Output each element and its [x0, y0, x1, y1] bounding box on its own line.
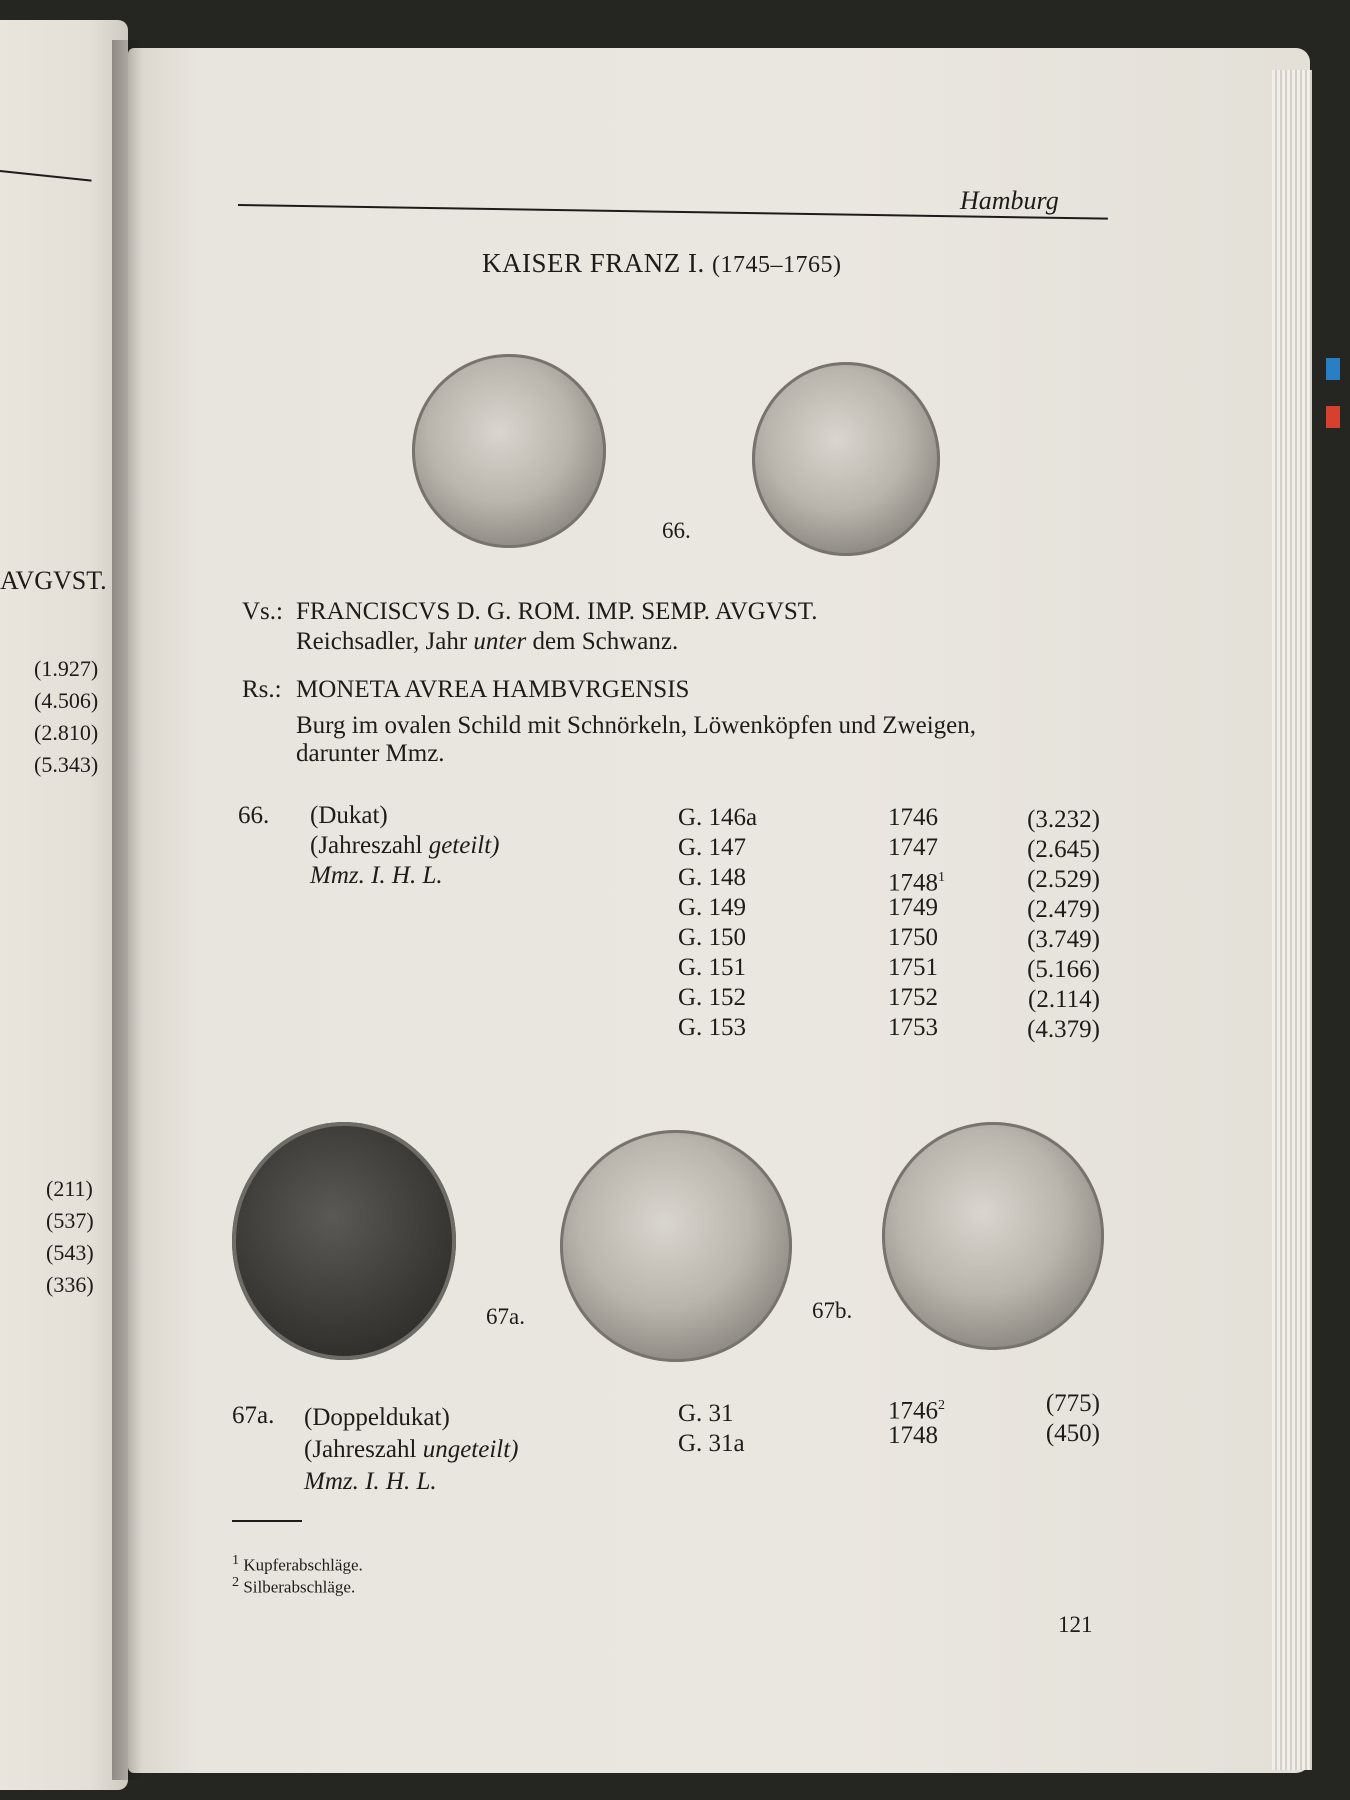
section-title	[482, 248, 842, 279]
reverse-legend: MONETA AVREA HAMBVRGENSIS	[296, 676, 690, 703]
table-cell-ref: G. 31	[678, 1400, 734, 1427]
page-number: 121	[1058, 1612, 1093, 1637]
reverse-description-line: darunter Mmz.	[296, 740, 445, 767]
footnote-rule	[232, 1520, 302, 1522]
table-cell-mintage: (5.166)	[1027, 956, 1100, 983]
left-value: (5.343)	[34, 752, 99, 777]
left-value: (336)	[46, 1272, 94, 1297]
table-cell-ref: G. 147	[678, 834, 747, 861]
table-cell-mintage: (4.379)	[1027, 1016, 1100, 1043]
title-years: (1745–1765)	[712, 252, 842, 278]
note-italic: geteilt)	[428, 832, 500, 859]
coin-66-reverse-image	[412, 354, 606, 548]
left-value: (1.927)	[34, 656, 99, 681]
note-italic: ungeteilt)	[422, 1436, 519, 1463]
table-cell-year: 1746	[888, 804, 938, 831]
reverse-description-line: Burg im ovalen Schild mit Schnörkeln, Löwenköpfen und Zweigen,	[296, 712, 976, 739]
year-text: 1748	[888, 869, 938, 897]
left-value: (211)	[46, 1176, 93, 1201]
obverse-text-italic: unter	[473, 628, 527, 655]
table-cell-ref: G. 149	[678, 894, 747, 921]
entry-denomination: (Doppeldukat)	[304, 1404, 450, 1431]
left-page-fragment: AVGVST.	[0, 566, 107, 595]
left-value: (2.810)	[34, 720, 99, 745]
table-cell-year: 1751	[888, 954, 938, 981]
coin-67b-label: 67b.	[812, 1298, 853, 1323]
table-cell-mintage: (2.114)	[1028, 986, 1100, 1013]
footnote-mark: 1	[232, 1552, 240, 1568]
table-cell-mintage: (3.749)	[1027, 926, 1100, 953]
footnote-text: Kupferabschläge.	[243, 1555, 363, 1575]
note-text: (Jahreszahl	[310, 832, 423, 859]
obverse-key: Vs.:	[242, 598, 283, 625]
coin-67a-obverse-image	[232, 1122, 456, 1360]
obverse-legend: FRANCISCVS D. G. ROM. IMP. SEMP. AVGVST.	[296, 598, 818, 625]
left-value: (543)	[46, 1240, 94, 1265]
table-cell-mintage: (2.645)	[1027, 836, 1100, 863]
coin-66-obverse-image	[752, 362, 940, 556]
coin-67-reverse-image	[560, 1130, 792, 1362]
left-value: (4.506)	[34, 688, 99, 713]
year-text: 1746	[888, 1397, 938, 1425]
footnote	[232, 1552, 363, 1576]
left-value: (537)	[46, 1208, 94, 1233]
running-head: Hamburg	[960, 186, 1059, 215]
footnote	[232, 1574, 355, 1598]
table-cell-ref: G. 148	[678, 864, 747, 891]
table-cell-ref: G. 150	[678, 924, 747, 951]
table-cell-ref: G. 152	[678, 984, 747, 1011]
coin-66-label: 66.	[662, 518, 691, 543]
note-text: (Jahreszahl	[304, 1436, 417, 1463]
coin-67b-obverse-image	[882, 1122, 1104, 1350]
reverse-key: Rs.:	[242, 676, 282, 703]
table-cell-ref: G. 31a	[678, 1430, 745, 1457]
table-cell-ref: G. 153	[678, 1014, 747, 1041]
page-edge	[1272, 70, 1312, 1770]
footnote-text: Silberabschläge.	[243, 1577, 356, 1597]
entry-denomination: (Dukat)	[310, 802, 388, 829]
entry-note	[310, 830, 500, 861]
table-cell-year: 1753	[888, 1014, 938, 1041]
title-name: KAISER FRANZ I.	[482, 248, 705, 278]
entry-mint: Mmz. I. H. L.	[304, 1468, 437, 1495]
table-cell-year: 1747	[888, 834, 938, 861]
table-cell-mintage: (775)	[1045, 1390, 1100, 1417]
footnote-mark: 2	[938, 1398, 945, 1413]
table-cell-year: 1750	[888, 924, 938, 951]
blue-tab-marker	[1326, 358, 1340, 380]
spine-shadow	[112, 40, 142, 1780]
obverse-text: dem Schwanz.	[532, 628, 679, 655]
footnote-mark: 2	[232, 1574, 240, 1590]
footnote-mark: 1	[938, 870, 945, 885]
obverse-description	[296, 626, 678, 657]
table-cell-mintage: (2.479)	[1027, 896, 1100, 923]
entry-number: 66.	[238, 802, 270, 829]
entry-note	[304, 1434, 519, 1465]
table-cell-mintage: (2.529)	[1027, 866, 1100, 893]
table-cell-year: 1749	[888, 894, 938, 921]
table-cell-mintage: (3.232)	[1027, 806, 1100, 833]
table-cell-ref: G. 146a	[678, 804, 758, 831]
table-cell-year: 1752	[888, 984, 938, 1011]
entry-number: 67a.	[232, 1402, 275, 1429]
left-page	[0, 20, 128, 1790]
entry-mint: Mmz. I. H. L.	[310, 862, 443, 889]
table-cell-year: 1748	[888, 1422, 938, 1449]
red-tab-marker	[1326, 406, 1340, 428]
coin-67a-label: 67a.	[486, 1304, 525, 1329]
table-cell-mintage: (450)	[1045, 1420, 1100, 1447]
obverse-text: Reichsadler, Jahr	[296, 628, 468, 655]
table-cell-ref: G. 151	[678, 954, 747, 981]
